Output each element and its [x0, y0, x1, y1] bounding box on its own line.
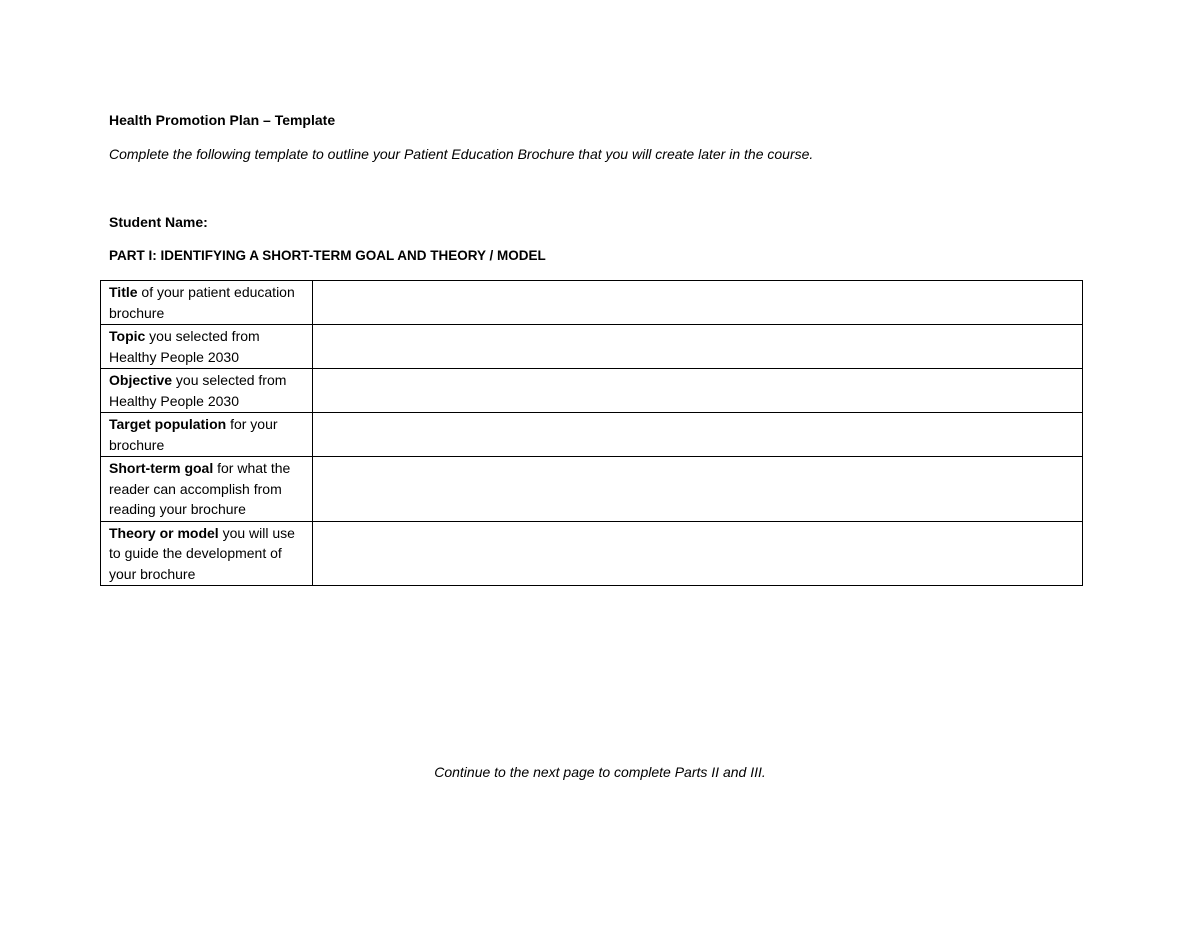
table-row [101, 281, 1083, 325]
row-label-title [101, 281, 313, 325]
row-value-objective[interactable] [313, 369, 1083, 413]
row-label-theory-or-model [101, 521, 313, 586]
row-value-short-term-goal[interactable] [313, 457, 1083, 522]
row-value-theory-or-model[interactable] [313, 521, 1083, 586]
row-label-rest: of your patient education brochure [109, 284, 295, 321]
footer-note: Continue to the next page to complete Parts II and III. [434, 764, 766, 780]
row-label-bold: Title [109, 284, 138, 300]
table-row [101, 325, 1083, 369]
row-label-target-population [101, 413, 313, 457]
plan-table [100, 280, 1083, 586]
table-row [101, 521, 1083, 586]
row-label-short-term-goal [101, 457, 313, 522]
row-value-topic[interactable] [313, 325, 1083, 369]
instructions-text: Complete the following template to outline your Patient Education Brochure that you will create later in the course. [109, 146, 814, 162]
row-label-rest: you will use to guide the development of your brochure [109, 524, 295, 582]
row-label-rest: for your brochure [109, 416, 278, 453]
student-name-label: Student Name: [109, 214, 208, 230]
table-row [101, 369, 1083, 413]
row-label-rest: you selected from Healthy People 2030 [109, 372, 287, 409]
row-value-target-population[interactable] [313, 413, 1083, 457]
row-label-bold: Objective [109, 372, 173, 388]
table-row [101, 413, 1083, 457]
document-title: Health Promotion Plan – Template [109, 112, 336, 128]
row-label-rest: for what the reader can accomplish from reading your brochure [109, 460, 291, 517]
row-label-rest: you selected from Healthy People 2030 [109, 328, 260, 365]
row-label-bold: Target population [109, 416, 227, 432]
row-label-bold: Topic [109, 328, 146, 344]
part-heading: PART I: IDENTIFYING A SHORT-TERM GOAL AND THEORY / MODEL [109, 248, 546, 263]
table-row [101, 457, 1083, 522]
row-value-title[interactable] [313, 281, 1083, 325]
row-label-objective [101, 369, 313, 413]
row-label-topic [101, 325, 313, 369]
row-label-bold: Short-term goal [109, 460, 214, 476]
row-label-bold: Theory or model [109, 524, 219, 541]
